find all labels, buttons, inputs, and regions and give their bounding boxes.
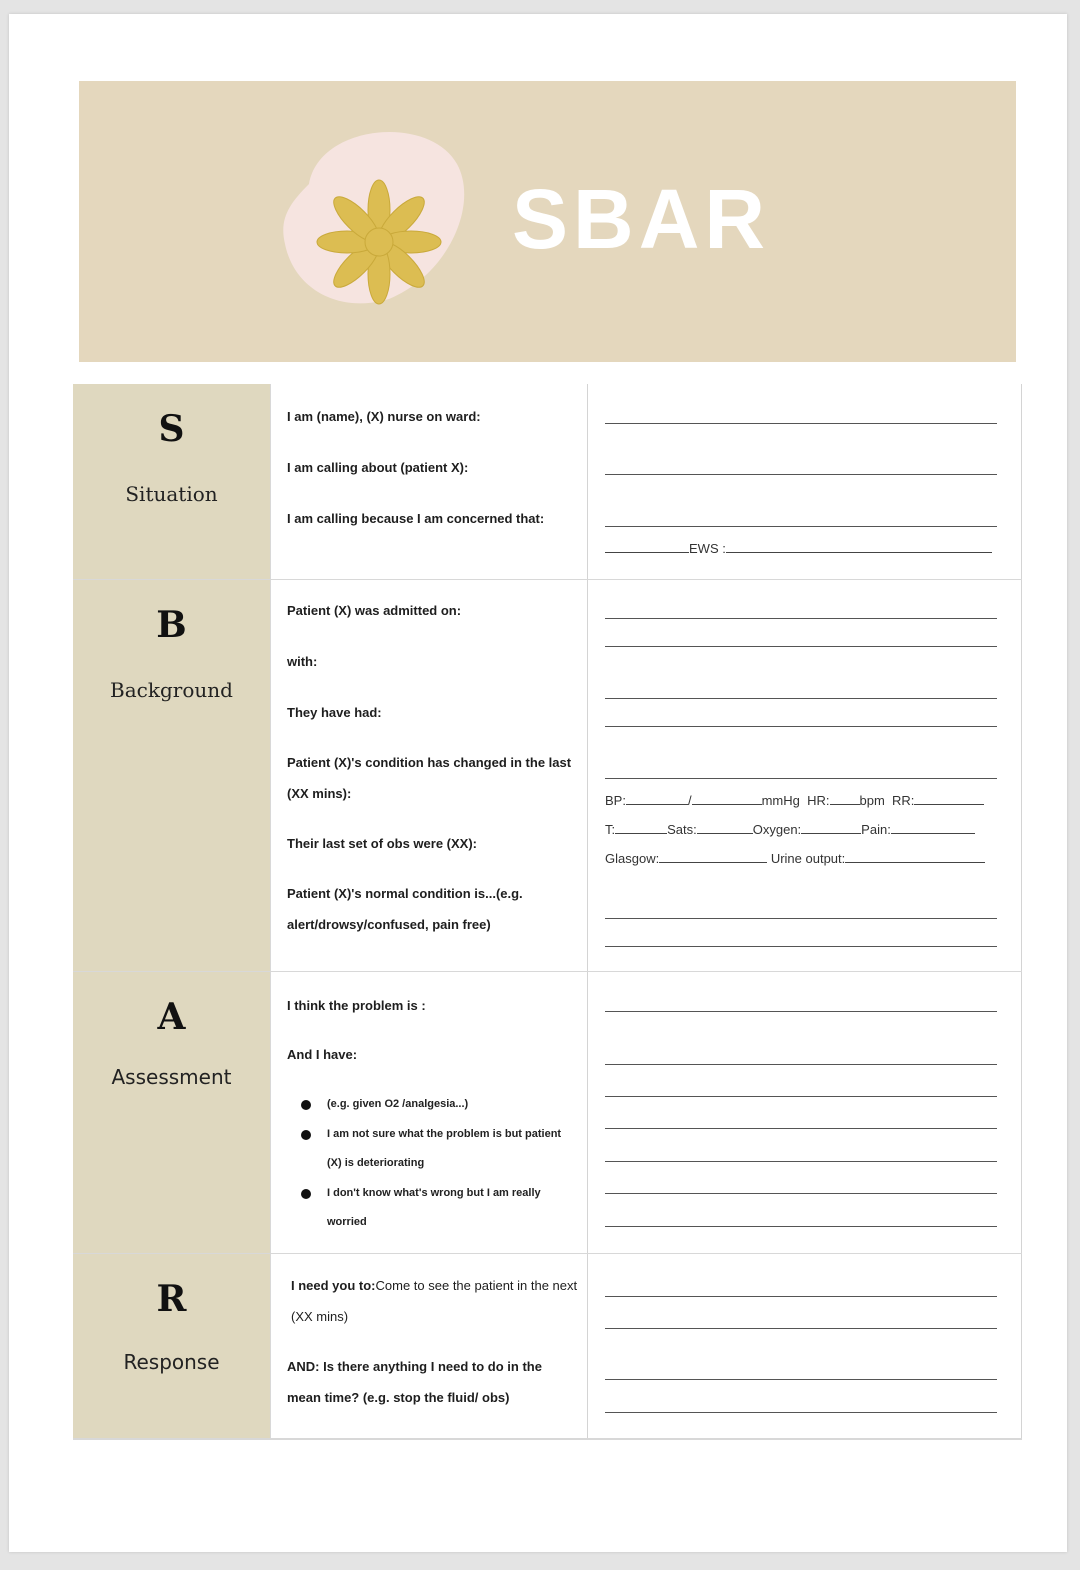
background-prompt: with: [287,654,318,669]
answer-line[interactable] [605,1412,997,1413]
ews-field[interactable] [605,538,1001,560]
bpm-label: bpm [859,793,885,808]
response-prompt: AND: Is there anything I need to do in the mean time? (e.g. stop the fluid/ obs) [287,1359,542,1405]
answer-line[interactable] [605,1296,997,1297]
background-prompt: They have had: [287,705,382,720]
page-title: SBAR [512,172,771,266]
answer-line[interactable] [605,1011,997,1012]
answer-line[interactable] [605,618,997,619]
response-answers [588,1254,1022,1440]
answer-line[interactable] [605,1096,997,1097]
background-word: Background [110,678,233,702]
assessment-prompt: And I have: [287,1047,358,1062]
response-prompt [291,1270,581,1332]
background-prompt: Patient (X)'s normal condition is...(e.g. alert/drowsy/confused, pain free) [287,886,523,932]
vitals-line-1[interactable] [605,790,1001,812]
answer-line[interactable] [605,1193,997,1194]
pain-label: Pain: [861,822,891,837]
answer-line[interactable] [605,1379,997,1380]
response-letter: R [156,1278,187,1320]
situation-answers [588,384,1022,580]
situation-label-cell [73,384,270,580]
assessment-prompt: I think the problem is : [287,998,426,1013]
sbar-page [9,14,1067,1552]
response-row [73,1254,1022,1440]
situation-word: Situation [125,482,218,506]
assessment-row [73,972,1022,1254]
situation-prompt: I am (name), (X) nurse on ward: [287,409,481,424]
answer-line[interactable] [605,646,997,647]
bp-label: BP: [605,793,626,808]
answer-line[interactable] [605,946,997,947]
background-prompt: Patient (X)'s condition has changed in the last (XX mins): [287,755,572,801]
answer-line[interactable] [605,1064,997,1065]
bullet-icon [301,1130,311,1140]
row-divider [73,1438,1022,1440]
background-letter: B [156,604,187,646]
situation-prompts [270,384,588,580]
response-prompt-rest: Come to see the patient in the next (XX mins) [291,1278,578,1324]
background-row [73,580,1022,972]
answer-line[interactable] [605,474,997,475]
assessment-letter: A [157,996,186,1038]
sats-label: Sats: [667,822,697,837]
response-prompt-bold: I need you to: [291,1278,376,1293]
ews-label: EWS : [689,541,726,556]
mmhg-label: mmHg [761,793,800,808]
answer-line[interactable] [605,423,997,424]
oxygen-label: Oxygen: [752,822,802,837]
background-answers [588,580,1022,972]
assessment-bullet: I am not sure what the problem is but patient (X) is deteriorating [327,1128,562,1169]
response-prompts [270,1254,588,1440]
hr-label: HR: [807,793,830,808]
answer-line[interactable] [605,698,997,699]
temp-label: T: [605,822,616,837]
background-prompt: Their last set of obs were (XX): [287,836,477,851]
background-prompt: Patient (X) was admitted on: [287,603,462,618]
flower-icon [279,124,469,314]
response-label-cell [73,1254,270,1440]
answer-line[interactable] [605,1161,997,1162]
answer-line[interactable] [605,1128,997,1129]
urine-output-label: Urine output: [770,851,846,866]
answer-line[interactable] [605,918,997,919]
rr-label: RR: [892,793,915,808]
assessment-bullet: (e.g. given O2 /analgesia...) [327,1098,469,1110]
answer-line[interactable] [605,1328,997,1329]
assessment-prompts [270,972,588,1254]
vitals-line-2[interactable] [605,819,1001,841]
situation-prompt: I am calling about (patient X): [287,460,469,475]
sbar-table [73,384,1022,1440]
bullet-icon [301,1100,311,1110]
response-word: Response [123,1350,220,1374]
glasgow-label: Glasgow: [605,851,660,866]
situation-prompt: I am calling because I am concerned that: [287,511,545,526]
situation-row [73,384,1022,580]
vitals-line-3[interactable] [605,848,1001,870]
answer-line[interactable] [605,1226,997,1227]
assessment-bullet: I don't know what's wrong but I am really worried [327,1187,541,1228]
background-label-cell [73,580,270,972]
answer-line[interactable] [605,526,997,527]
answer-line[interactable] [605,726,997,727]
bp-slash: / [687,793,692,808]
background-prompts [270,580,588,972]
assessment-answers [588,972,1022,1254]
assessment-label-cell [73,972,270,1254]
assessment-word: Assessment [111,1065,232,1089]
situation-letter: S [158,408,185,450]
bullet-icon [301,1189,311,1199]
answer-line[interactable] [605,778,997,779]
